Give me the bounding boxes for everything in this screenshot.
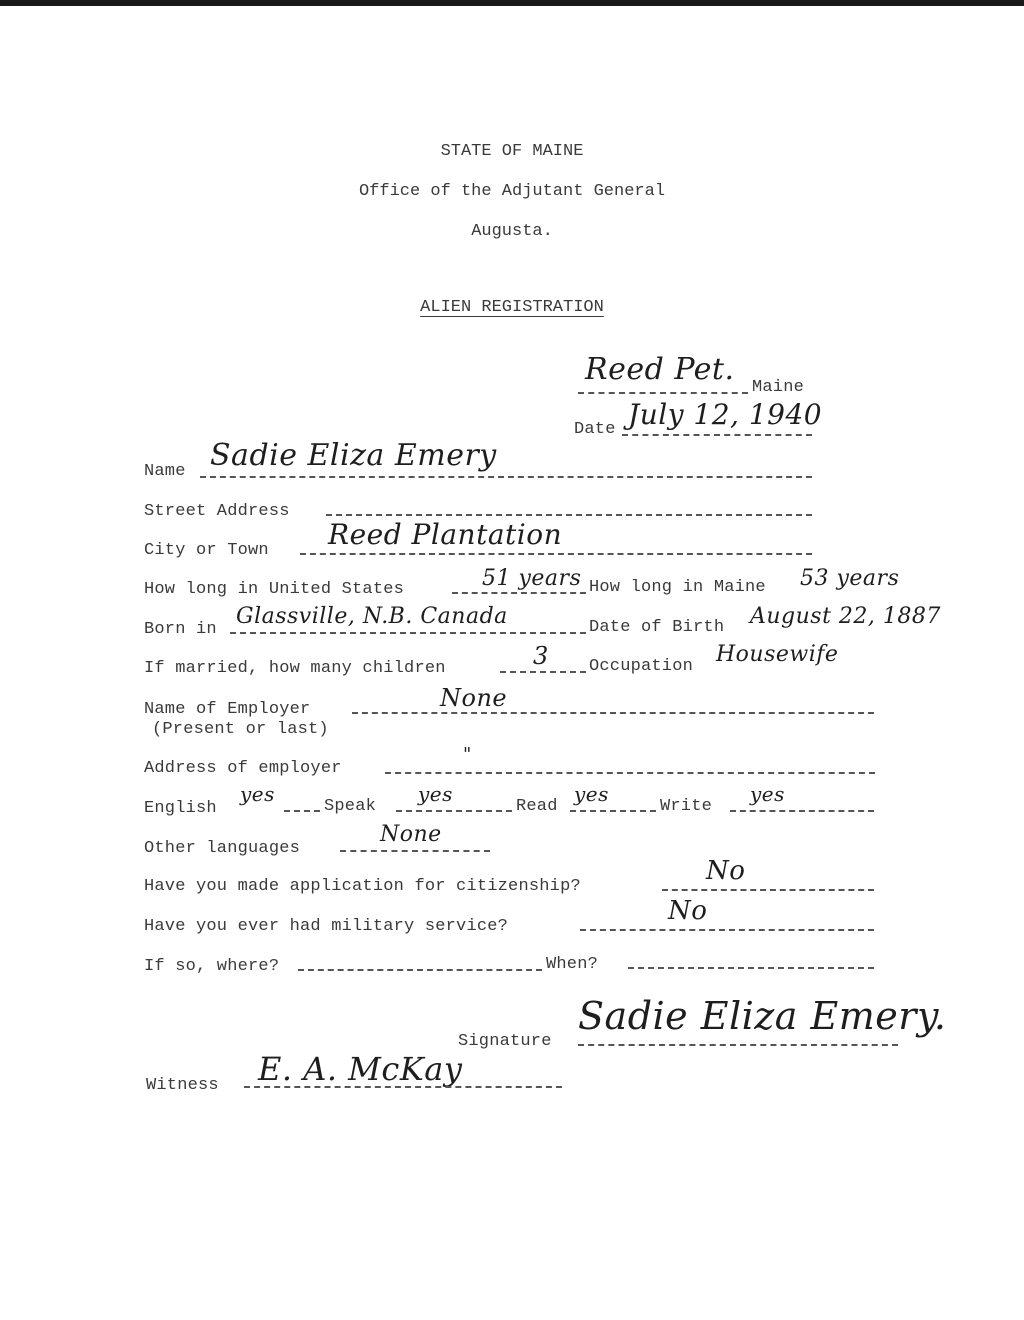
employer-sublabel: (Present or last) [152,720,329,739]
city-value[interactable]: Reed Plantation [328,518,563,551]
born-line [230,632,586,634]
occupation-value[interactable]: Housewife [716,642,839,667]
write-label: Write [660,797,713,816]
employer-address-line [385,772,875,774]
born-value[interactable]: Glassville, N.B. Canada [236,604,508,629]
when-label: When? [546,955,599,974]
employer-label: Name of Employer [144,700,311,719]
children-label: If married, how many children [144,659,446,678]
military-value[interactable]: No [668,896,708,926]
when-line [628,967,874,969]
us-duration-line [452,592,586,594]
place-line [578,392,748,394]
witness-line [244,1086,562,1088]
place-suffix: Maine [752,378,805,397]
signature-label: Signature [458,1032,552,1051]
read-value[interactable]: yes [574,782,609,806]
place-value[interactable]: Reed Pet. [585,352,735,387]
citizenship-line [662,889,874,891]
where-label: If so, where? [144,957,280,976]
city-heading: Augusta. [471,222,553,241]
employer-value[interactable]: None [440,684,508,712]
name-label: Name [144,462,186,481]
name-line [200,476,812,478]
employer-line [352,712,874,714]
where-line [298,969,542,971]
office-heading: Office of the Adjutant General [358,182,666,201]
city-line [300,553,812,555]
occupation-label: Occupation [589,657,694,676]
military-label: Have you ever had military service? [144,917,509,936]
name-value[interactable]: Sadie Eliza Emery [210,438,497,473]
witness-label: Witness [146,1076,219,1095]
born-label: Born in [144,620,217,639]
speak-value[interactable]: yes [418,782,453,806]
military-line [580,929,874,931]
dob-label: Date of Birth [589,618,725,637]
children-line [500,671,586,673]
write-value[interactable]: yes [750,782,785,806]
city-label: City or Town [144,541,269,560]
us-duration-label: How long in United States [144,580,405,599]
date-line [622,434,812,436]
maine-duration-value[interactable]: 53 years [800,566,900,591]
form-title: ALIEN REGISTRATION [420,298,604,317]
date-value[interactable]: July 12, 1940 [628,398,823,431]
us-duration-value[interactable]: 51 years [482,566,582,591]
signature-value[interactable]: Sadie Eliza Emery. [578,994,947,1038]
english-line [284,810,320,812]
witness-value[interactable]: E. A. McKay [258,1050,463,1088]
read-label: Read [516,797,558,816]
street-label: Street Address [144,502,290,521]
english-label: English [144,799,217,818]
other-languages-value[interactable]: None [380,822,442,847]
maine-duration-label: How long in Maine [589,578,766,597]
speak-label: Speak [324,797,377,816]
speak-line [396,810,512,812]
dob-value[interactable]: August 22, 1887 [750,604,941,629]
write-line [730,810,874,812]
state-heading: STATE OF MAINE [440,142,584,161]
other-languages-line [340,850,490,852]
employer-address-label: Address of employer [144,759,342,778]
citizenship-label: Have you made application for citizenship? [144,877,581,896]
date-label: Date [574,420,616,439]
read-line [570,810,656,812]
employer-address-value[interactable]: " [463,744,472,765]
other-languages-label: Other languages [144,839,301,858]
english-value[interactable]: yes [240,782,275,806]
citizenship-value[interactable]: No [706,856,746,886]
scan-top-edge [0,0,1024,6]
street-line [326,514,812,516]
signature-line [578,1044,898,1046]
children-value[interactable]: 3 [533,642,549,670]
